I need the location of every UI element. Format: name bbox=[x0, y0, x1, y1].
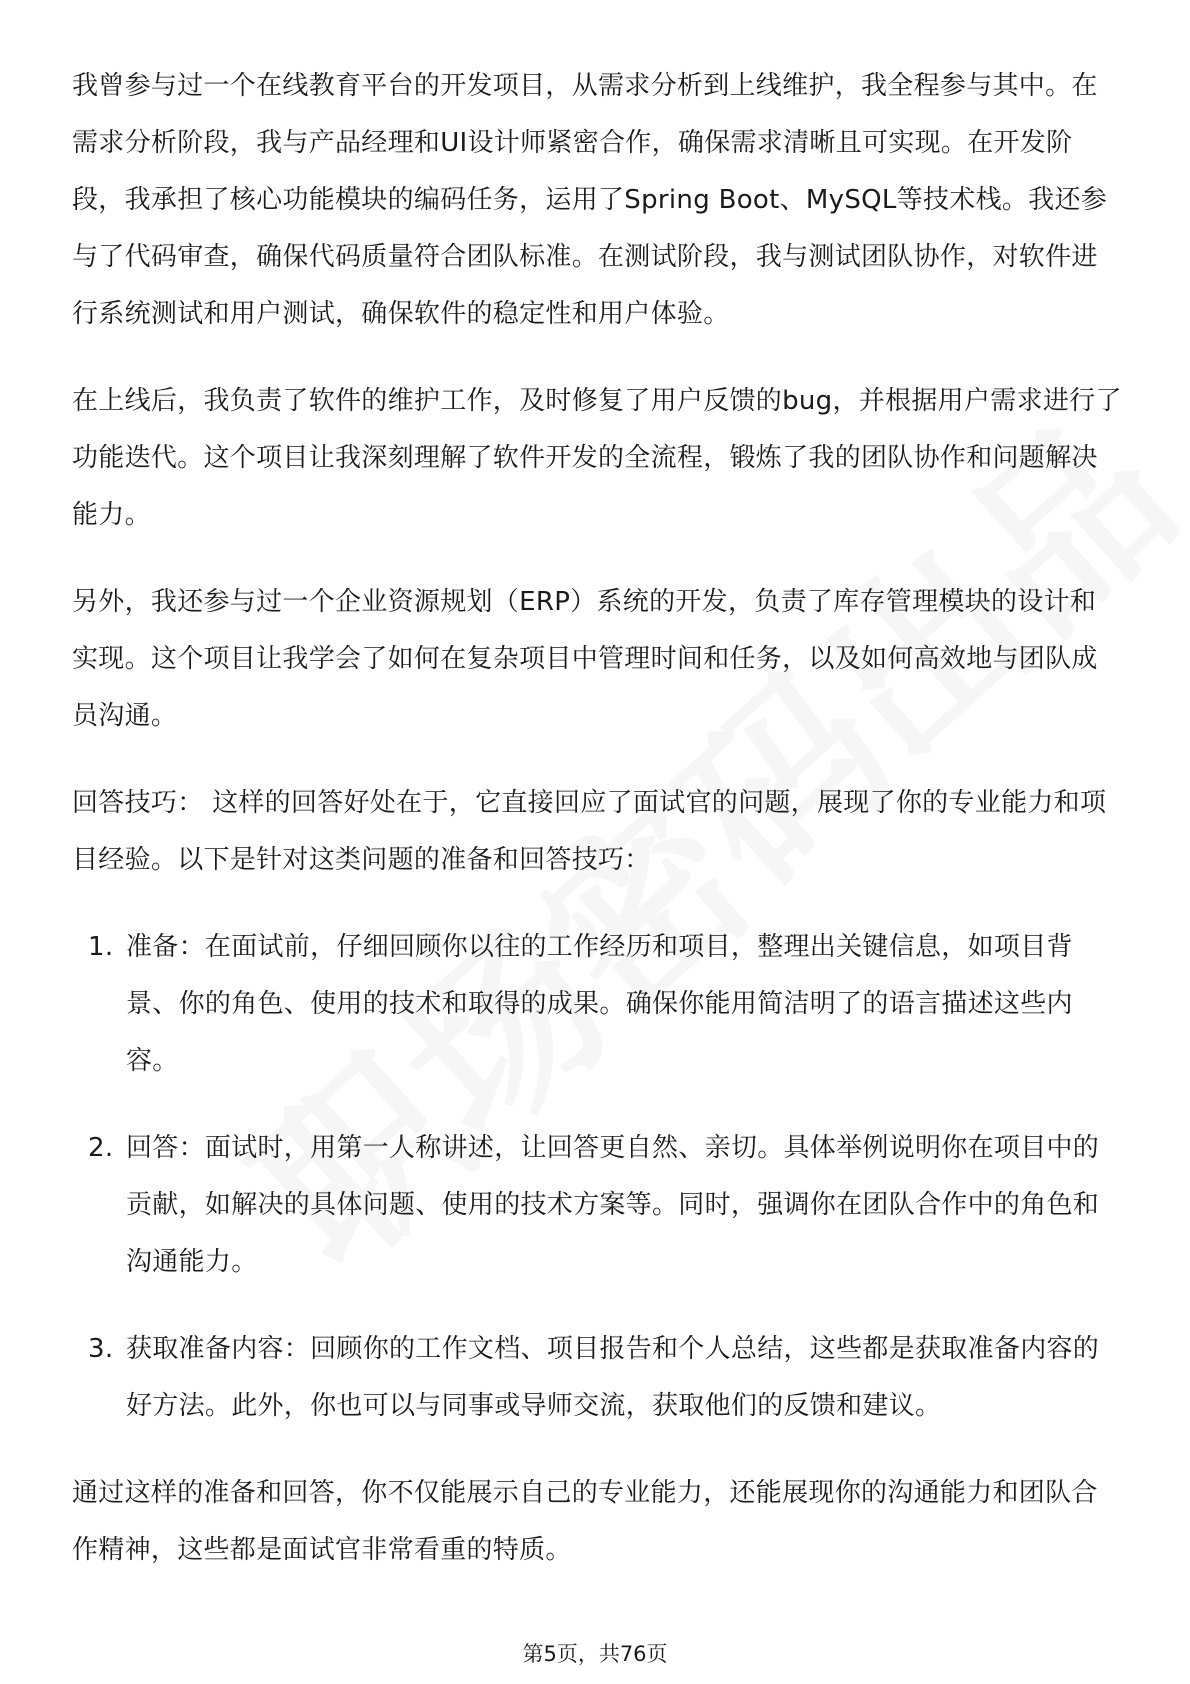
list-text: 准备：在面试前，仔细回顾你以往的工作经历和项目，整理出关键信息，如项目背景、你的角色、使用的技术和取得的成果。确保你能用简洁明了的语言描述这些内容。 bbox=[126, 932, 1073, 1076]
paragraph-maintenance: 在上线后，我负责了软件的维护工作，及时修复了用户反馈的bug，并根据用户需求进行了功能迭代。这个项目让我深刻理解了软件开发的全流程，锻炼了我的团队协作和问题解决能力。 bbox=[72, 386, 1122, 530]
list-number: 2. bbox=[88, 1133, 114, 1163]
page-number: 第5页，共76页 bbox=[522, 1642, 668, 1666]
document-body bbox=[72, 58, 1122, 1609]
list-item bbox=[72, 919, 1122, 1090]
list-item bbox=[72, 1321, 1122, 1435]
list-text: 回答：面试时，用第一人称讲述，让回答更自然、亲切。具体举例说明你在项目中的贡献，如解决的具体问题、使用的技术方案等。同时，强调你在团队合作中的角色和沟通能力。 bbox=[126, 1133, 1100, 1277]
paragraph-project-experience: 我曾参与过一个在线教育平台的开发项目，从需求分析到上线维护，我全程参与其中。在需求分析阶段，我与产品经理和UI设计师紧密合作，确保需求清晰且可实现。在开发阶段，我承担了核心功能模块的编码任务，运用了Spring Boot、MySQL等技术栈。我还参与了代码审查，确保代码质量符合团队标准。在测试阶段，我与测试团队协作，对软件进行系统测试和用户测试，确保软件的稳定性和用户体验。 bbox=[72, 71, 1108, 329]
list-number: 3. bbox=[88, 1334, 114, 1364]
list-item bbox=[72, 1120, 1122, 1291]
paragraph-erp: 另外，我还参与过一个企业资源规划（ERP）系统的开发，负责了库存管理模块的设计和实现。这个项目让我学会了如何在复杂项目中管理时间和任务，以及如何高效地与团队成员沟通。 bbox=[72, 587, 1098, 731]
list-text: 获取准备内容：回顾你的工作文档、项目报告和个人总结，这些都是获取准备内容的好方法。此外，你也可以与同事或导师交流，获取他们的反馈和建议。 bbox=[126, 1334, 1100, 1421]
tips-list bbox=[72, 919, 1122, 1435]
paragraph-answer-tips: 回答技巧： 这样的回答好处在于，它直接回应了面试官的问题，展现了你的专业能力和项目经验。以下是针对这类问题的准备和回答技巧： bbox=[72, 788, 1107, 875]
paragraph-conclusion: 通过这样的准备和回答，你不仅能展示自己的专业能力，还能展现你的沟通能力和团队合作精神，这些都是面试官非常看重的特质。 bbox=[72, 1478, 1098, 1565]
list-number: 1. bbox=[88, 932, 114, 962]
